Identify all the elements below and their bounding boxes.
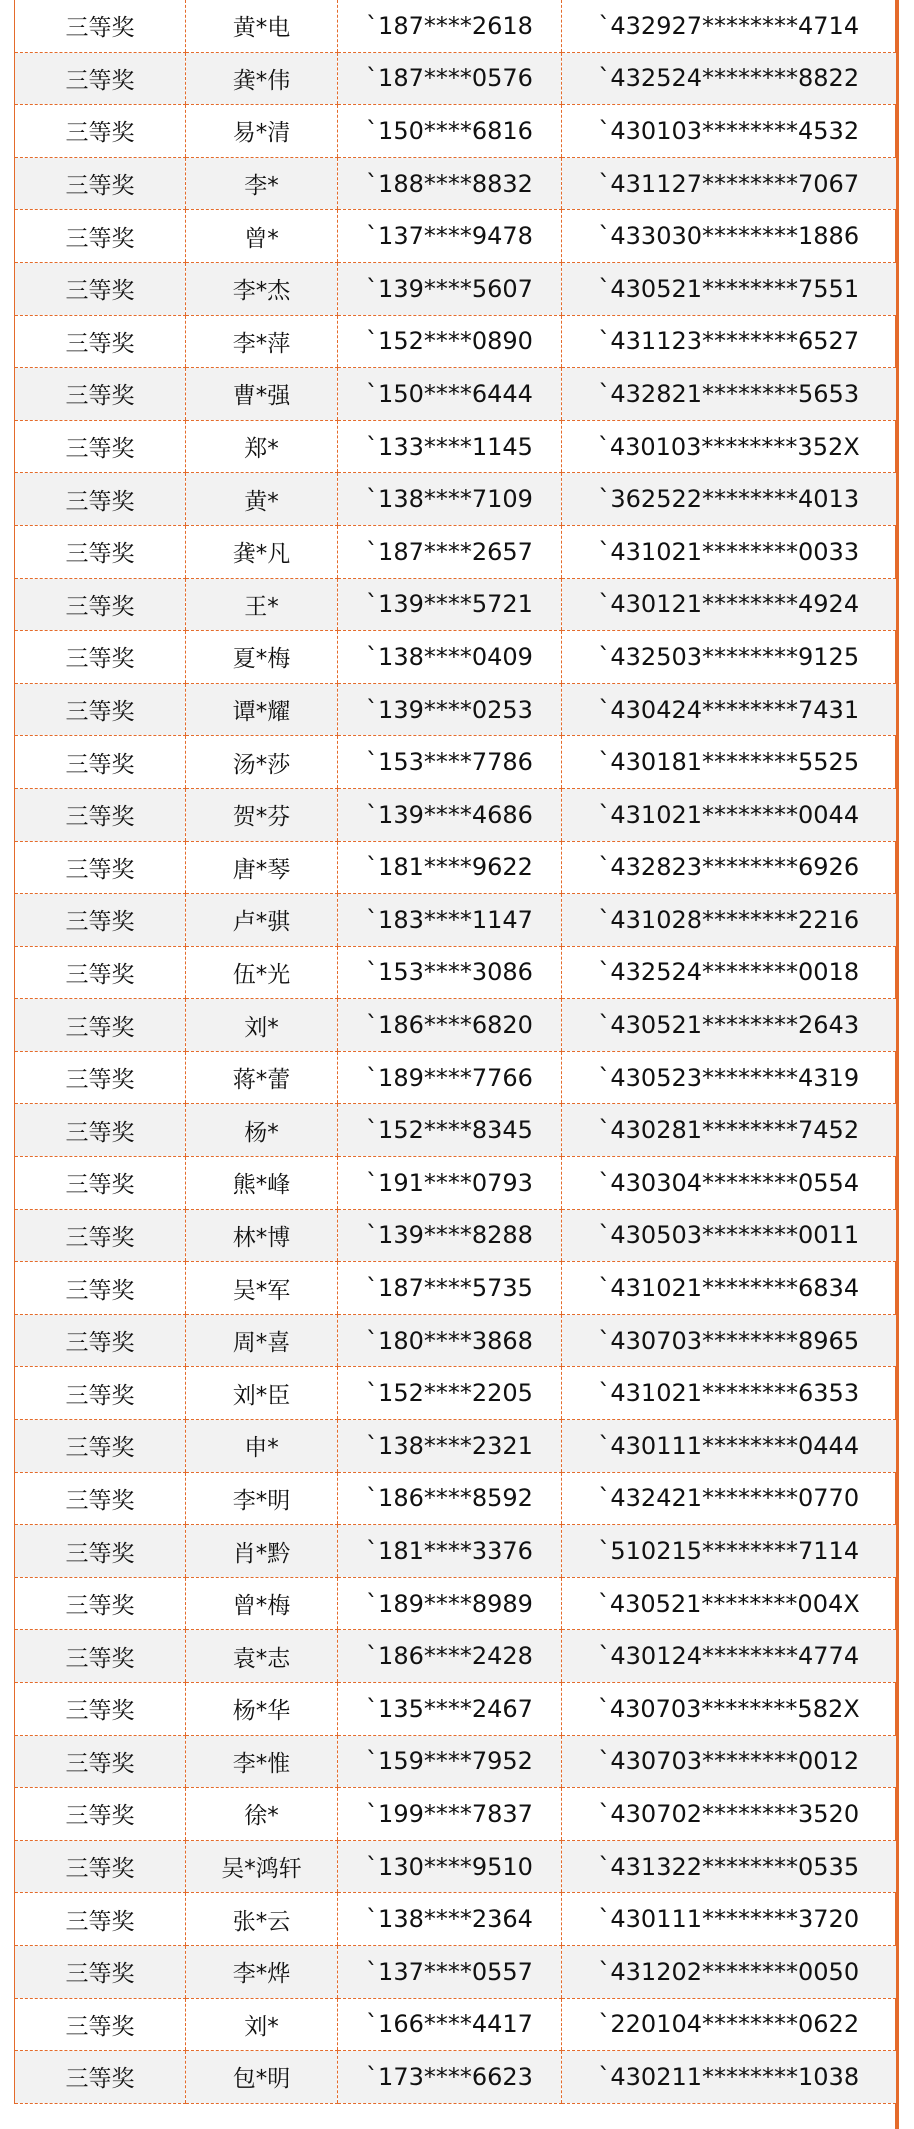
prize-cell: 三等奖	[15, 1735, 186, 1788]
prize-cell: 三等奖	[15, 157, 186, 210]
id-number-cell: `433030********1886	[562, 210, 896, 263]
prize-cell: 三等奖	[15, 525, 186, 578]
prize-cell: 三等奖	[15, 420, 186, 473]
id-number-cell: `431322********0535	[562, 1840, 896, 1893]
table-row	[15, 1367, 896, 1420]
prize-cell: 三等奖	[15, 52, 186, 105]
name-cell: 贺*芬	[186, 788, 338, 841]
id-number-cell: `431021********6353	[562, 1367, 896, 1420]
prize-cell: 三等奖	[15, 736, 186, 789]
name-cell: 伍*光	[186, 946, 338, 999]
phone-cell: `186****8592	[338, 1472, 562, 1525]
name-cell: 卢*骐	[186, 894, 338, 947]
phone-cell: `183****1147	[338, 894, 562, 947]
id-number-cell: `430424********7431	[562, 683, 896, 736]
name-cell: 张*云	[186, 1893, 338, 1946]
prize-cell: 三等奖	[15, 1893, 186, 1946]
id-number-cell: `430211********1038	[562, 2051, 896, 2104]
table-row	[15, 1472, 896, 1525]
phone-cell: `150****6816	[338, 105, 562, 158]
name-cell: 徐*	[186, 1788, 338, 1841]
table-row	[15, 262, 896, 315]
phone-cell: `152****2205	[338, 1367, 562, 1420]
prize-cell: 三等奖	[15, 315, 186, 368]
table-row	[15, 105, 896, 158]
name-cell: 王*	[186, 578, 338, 631]
table-row	[15, 894, 896, 947]
name-cell: 熊*峰	[186, 1157, 338, 1210]
id-number-cell: `430124********4774	[562, 1630, 896, 1683]
phone-cell: `187****2657	[338, 525, 562, 578]
phone-cell: `138****0409	[338, 631, 562, 684]
phone-cell: `199****7837	[338, 1788, 562, 1841]
prize-cell: 三等奖	[15, 0, 186, 52]
prize-cell: 三等奖	[15, 262, 186, 315]
id-number-cell: `430703********8965	[562, 1314, 896, 1367]
prize-cell: 三等奖	[15, 788, 186, 841]
id-number-cell: `430103********4532	[562, 105, 896, 158]
phone-cell: `152****0890	[338, 315, 562, 368]
table-row	[15, 1630, 896, 1683]
table-row	[15, 1893, 896, 1946]
table-row	[15, 946, 896, 999]
phone-cell: `130****9510	[338, 1840, 562, 1893]
phone-cell: `181****9622	[338, 841, 562, 894]
phone-cell: `139****8288	[338, 1209, 562, 1262]
phone-cell: `191****0793	[338, 1157, 562, 1210]
table-row	[15, 368, 896, 421]
id-number-cell: `431123********6527	[562, 315, 896, 368]
winner-list-sheet	[14, 0, 899, 2129]
phone-cell: `133****1145	[338, 420, 562, 473]
prize-cell: 三等奖	[15, 1157, 186, 1210]
name-cell: 黄*电	[186, 0, 338, 52]
name-cell: 汤*莎	[186, 736, 338, 789]
name-cell: 龚*伟	[186, 52, 338, 105]
table-row	[15, 52, 896, 105]
table-row	[15, 1525, 896, 1578]
name-cell: 包*明	[186, 2051, 338, 2104]
table-row	[15, 420, 896, 473]
id-number-cell: `430521********004X	[562, 1577, 896, 1630]
prize-cell: 三等奖	[15, 1525, 186, 1578]
phone-cell: `153****3086	[338, 946, 562, 999]
id-number-cell: `430281********7452	[562, 1104, 896, 1157]
name-cell: 刘*臣	[186, 1367, 338, 1420]
id-number-cell: `430702********3520	[562, 1788, 896, 1841]
id-number-cell: `430503********0011	[562, 1209, 896, 1262]
id-number-cell: `432823********6926	[562, 841, 896, 894]
id-number-cell: `430521********7551	[562, 262, 896, 315]
prize-cell: 三等奖	[15, 1420, 186, 1473]
name-cell: 李*萍	[186, 315, 338, 368]
phone-cell: `138****2321	[338, 1420, 562, 1473]
phone-cell: `138****7109	[338, 473, 562, 526]
name-cell: 郑*	[186, 420, 338, 473]
table-row	[15, 841, 896, 894]
phone-cell: `181****3376	[338, 1525, 562, 1578]
prize-cell: 三等奖	[15, 999, 186, 1052]
table-row	[15, 999, 896, 1052]
name-cell: 李*	[186, 157, 338, 210]
name-cell: 李*明	[186, 1472, 338, 1525]
name-cell: 吴*军	[186, 1262, 338, 1315]
phone-cell: `139****0253	[338, 683, 562, 736]
prize-cell: 三等奖	[15, 1262, 186, 1315]
prize-cell: 三等奖	[15, 105, 186, 158]
table-row	[15, 1051, 896, 1104]
phone-cell: `180****3868	[338, 1314, 562, 1367]
prize-cell: 三等奖	[15, 1945, 186, 1998]
name-cell: 袁*志	[186, 1630, 338, 1683]
phone-cell: `173****6623	[338, 2051, 562, 2104]
phone-cell: `188****8832	[338, 157, 562, 210]
name-cell: 李*惟	[186, 1735, 338, 1788]
prize-cell: 三等奖	[15, 1577, 186, 1630]
name-cell: 李*烨	[186, 1945, 338, 1998]
name-cell: 肖*黔	[186, 1525, 338, 1578]
phone-cell: `186****2428	[338, 1630, 562, 1683]
table-row	[15, 210, 896, 263]
prize-cell: 三等奖	[15, 841, 186, 894]
prize-cell: 三等奖	[15, 946, 186, 999]
id-number-cell: `430523********4319	[562, 1051, 896, 1104]
id-number-cell: `431202********0050	[562, 1945, 896, 1998]
table-row	[15, 578, 896, 631]
phone-cell: `187****0576	[338, 52, 562, 105]
name-cell: 杨*	[186, 1104, 338, 1157]
prize-cell: 三等奖	[15, 1840, 186, 1893]
id-number-cell: `362522********4013	[562, 473, 896, 526]
prize-cell: 三等奖	[15, 1683, 186, 1736]
winner-table-body	[15, 0, 896, 2103]
phone-cell: `139****5721	[338, 578, 562, 631]
name-cell: 易*清	[186, 105, 338, 158]
name-cell: 周*喜	[186, 1314, 338, 1367]
phone-cell: `137****9478	[338, 210, 562, 263]
phone-cell: `138****2364	[338, 1893, 562, 1946]
table-row	[15, 157, 896, 210]
prize-cell: 三等奖	[15, 1367, 186, 1420]
id-number-cell: `431021********0044	[562, 788, 896, 841]
prize-cell: 三等奖	[15, 894, 186, 947]
phone-cell: `186****6820	[338, 999, 562, 1052]
table-row	[15, 788, 896, 841]
name-cell: 唐*琴	[186, 841, 338, 894]
phone-cell: `137****0557	[338, 1945, 562, 1998]
prize-cell: 三等奖	[15, 1314, 186, 1367]
name-cell: 龚*凡	[186, 525, 338, 578]
phone-cell: `135****2467	[338, 1683, 562, 1736]
id-number-cell: `432421********0770	[562, 1472, 896, 1525]
table-row	[15, 1577, 896, 1630]
name-cell: 林*博	[186, 1209, 338, 1262]
prize-cell: 三等奖	[15, 631, 186, 684]
table-row	[15, 1840, 896, 1893]
table-row	[15, 1314, 896, 1367]
table-row	[15, 1683, 896, 1736]
name-cell: 曹*强	[186, 368, 338, 421]
phone-cell: `187****2618	[338, 0, 562, 52]
id-number-cell: `432927********4714	[562, 0, 896, 52]
name-cell: 黄*	[186, 473, 338, 526]
phone-cell: `139****5607	[338, 262, 562, 315]
id-number-cell: `432524********8822	[562, 52, 896, 105]
name-cell: 蒋*蕾	[186, 1051, 338, 1104]
id-number-cell: `430703********0012	[562, 1735, 896, 1788]
prize-cell: 三等奖	[15, 1209, 186, 1262]
table-row	[15, 1262, 896, 1315]
id-number-cell: `431021********6834	[562, 1262, 896, 1315]
table-row	[15, 631, 896, 684]
table-row	[15, 525, 896, 578]
table-row	[15, 473, 896, 526]
table-row	[15, 1998, 896, 2051]
prize-cell: 三等奖	[15, 473, 186, 526]
id-number-cell: `430181********5525	[562, 736, 896, 789]
id-number-cell: `430111********0444	[562, 1420, 896, 1473]
table-row	[15, 1209, 896, 1262]
name-cell: 申*	[186, 1420, 338, 1473]
phone-cell: `189****8989	[338, 1577, 562, 1630]
prize-cell: 三等奖	[15, 1630, 186, 1683]
table-row	[15, 1420, 896, 1473]
id-number-cell: `431021********0033	[562, 525, 896, 578]
id-number-cell: `430521********2643	[562, 999, 896, 1052]
phone-cell: `152****8345	[338, 1104, 562, 1157]
table-row	[15, 683, 896, 736]
id-number-cell: `430121********4924	[562, 578, 896, 631]
name-cell: 李*杰	[186, 262, 338, 315]
table-row	[15, 1735, 896, 1788]
table-row	[15, 1104, 896, 1157]
table-row	[15, 315, 896, 368]
prize-cell: 三等奖	[15, 1051, 186, 1104]
name-cell: 谭*耀	[186, 683, 338, 736]
prize-cell: 三等奖	[15, 1998, 186, 2051]
table-row	[15, 2051, 896, 2104]
id-number-cell: `220104********0622	[562, 1998, 896, 2051]
name-cell: 夏*梅	[186, 631, 338, 684]
name-cell: 曾*梅	[186, 1577, 338, 1630]
name-cell: 刘*	[186, 1998, 338, 2051]
prize-cell: 三等奖	[15, 368, 186, 421]
id-number-cell: `431028********2216	[562, 894, 896, 947]
id-number-cell: `432821********5653	[562, 368, 896, 421]
winner-table	[14, 0, 896, 2104]
id-number-cell: `432503********9125	[562, 631, 896, 684]
table-row	[15, 736, 896, 789]
id-number-cell: `510215********7114	[562, 1525, 896, 1578]
id-number-cell: `432524********0018	[562, 946, 896, 999]
prize-cell: 三等奖	[15, 1104, 186, 1157]
name-cell: 曾*	[186, 210, 338, 263]
prize-cell: 三等奖	[15, 578, 186, 631]
phone-cell: `187****5735	[338, 1262, 562, 1315]
name-cell: 吴*鸿轩	[186, 1840, 338, 1893]
table-row	[15, 0, 896, 52]
table-row	[15, 1945, 896, 1998]
phone-cell: `189****7766	[338, 1051, 562, 1104]
id-number-cell: `430111********3720	[562, 1893, 896, 1946]
prize-cell: 三等奖	[15, 210, 186, 263]
prize-cell: 三等奖	[15, 1472, 186, 1525]
prize-cell: 三等奖	[15, 683, 186, 736]
prize-cell: 三等奖	[15, 2051, 186, 2104]
phone-cell: `153****7786	[338, 736, 562, 789]
phone-cell: `139****4686	[338, 788, 562, 841]
prize-cell: 三等奖	[15, 1788, 186, 1841]
id-number-cell: `431127********7067	[562, 157, 896, 210]
name-cell: 杨*华	[186, 1683, 338, 1736]
table-row	[15, 1788, 896, 1841]
name-cell: 刘*	[186, 999, 338, 1052]
phone-cell: `159****7952	[338, 1735, 562, 1788]
id-number-cell: `430304********0554	[562, 1157, 896, 1210]
id-number-cell: `430703********582X	[562, 1683, 896, 1736]
phone-cell: `166****4417	[338, 1998, 562, 2051]
id-number-cell: `430103********352X	[562, 420, 896, 473]
phone-cell: `150****6444	[338, 368, 562, 421]
table-row	[15, 1157, 896, 1210]
